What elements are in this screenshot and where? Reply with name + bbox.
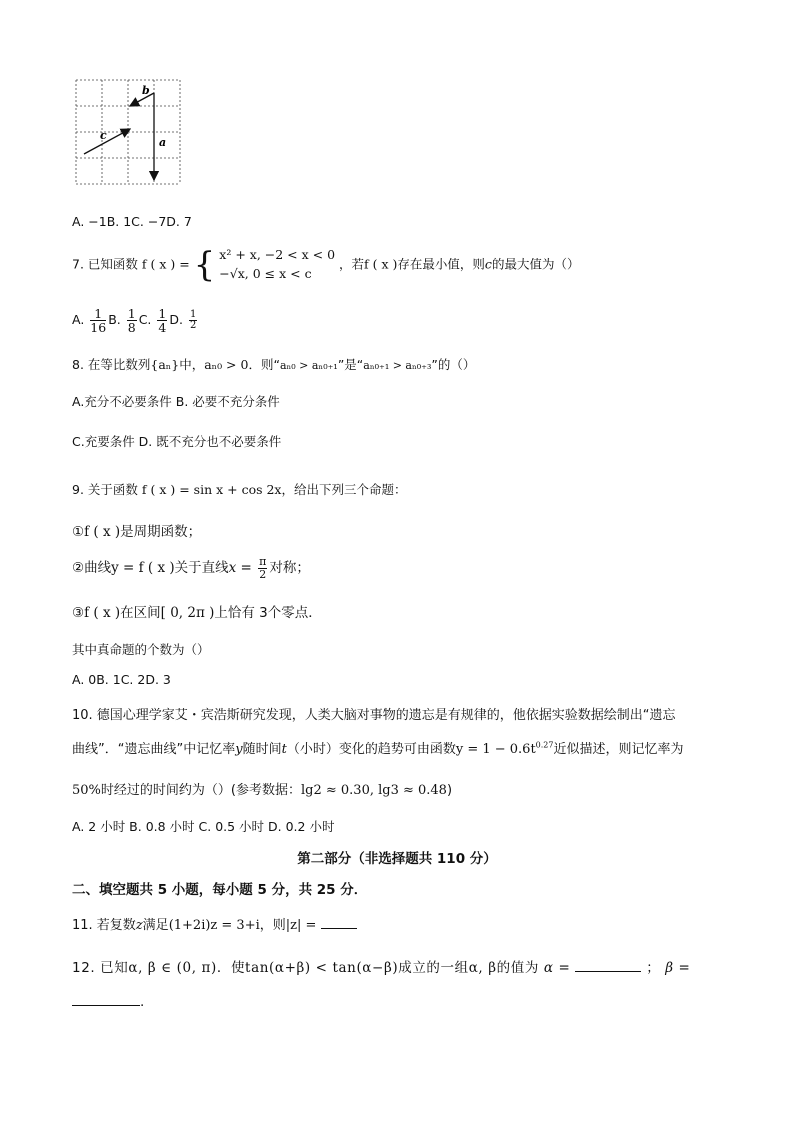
q9-p2-frac (258, 556, 267, 580)
q6-options: A. −1B. 1C. −7D. 7 (72, 214, 192, 229)
q8-cond1: aₙ₀ > aₙ₀₊₁ (279, 359, 338, 372)
q8-options-ab: A.充分不必要条件 B. 必要不充分条件 (72, 394, 280, 409)
q7-stem-pre: 7. 已知函数 (72, 256, 138, 272)
q9-p3-mid: 在区间 (120, 605, 161, 621)
q12 (72, 956, 690, 976)
q12-line2 (72, 994, 144, 1010)
q12-ab: α, β (468, 960, 497, 976)
q12-pre: 12. 已知 (72, 960, 129, 976)
q7-stem-post: 存在最小值，则 (397, 256, 485, 272)
vector-label-a: a (159, 136, 167, 149)
q9-prop-2 (72, 556, 310, 580)
vector-grid-svg (72, 76, 184, 188)
q8-stem-mid3: ”是“ (337, 357, 364, 372)
q11 (72, 914, 357, 933)
q10-line1: 10. 德国心理学家艾・宾浩斯研究发现，人类大脑对事物的遗忘是有规律的，他依据实验数据绘制出“遗忘 (72, 708, 676, 723)
q7-opt-d-frac (189, 310, 197, 332)
vector-label-c: c (100, 129, 107, 142)
q11-abs: |z| = (285, 918, 317, 933)
q12-beta: β = (665, 960, 691, 976)
q8-stem-pre: 8. 在等比数列 (72, 357, 151, 372)
q12-sep: ； (646, 960, 661, 976)
q9-stem-end: ，给出下列三个命题： (281, 482, 407, 497)
q10-ref: lg2 ≈ 0.30, lg3 ≈ 0.48 (300, 783, 447, 798)
q7-opt-a-num: 1 (90, 307, 106, 321)
q11-z: z (135, 918, 143, 933)
q8-cond: aₙ₀ > 0 (204, 357, 249, 372)
q7-opt-c-label: C. (138, 312, 152, 328)
part2-title: 第二部分（非选择题共 110 分） (297, 851, 497, 867)
vector-label-b: b (142, 84, 150, 97)
q9-p2-den: 2 (259, 567, 267, 581)
q11-pre: 11. 若复数 (72, 918, 136, 933)
q7-opt-d-label: D. (169, 312, 183, 328)
q7-fx2: f ( x ) (364, 256, 398, 272)
q11-mid2: ，则 (259, 918, 286, 933)
q9-p3-f: f ( x ) (84, 605, 121, 621)
q9-p3-end: 上恰有 3个零点． (214, 605, 322, 621)
q12-beta-blank[interactable] (72, 1005, 140, 1006)
q9-p2-num: π (259, 555, 267, 568)
q11-answer-blank[interactable] (321, 928, 357, 929)
q7-opt-c-frac (157, 307, 167, 334)
q12-mid: ．使 (216, 960, 246, 976)
q9-question: 其中真命题的个数为（） (72, 642, 210, 657)
q10-options: A. 2 小时 B. 0.8 小时 C. 0.5 小时 D. 0.2 小时 (72, 819, 335, 834)
q7-opt-a-label: A. (72, 312, 85, 328)
q12-mid2: 成立的一组 (398, 960, 469, 976)
q10-func: y = 1 − 0.6t (455, 742, 536, 757)
q11-eq: (1+2i)z = 3+i (168, 918, 260, 933)
section-heading: 二、填空题共 5 小题，每小题 5 分，共 25 分． (72, 882, 368, 898)
q10-line2-mid2: （小时）变化的趋势可由函数 (286, 742, 456, 757)
q8-stem-end: ”的（） (431, 357, 476, 372)
q8-stem-mid2: ．则“ (248, 357, 280, 372)
q9-p2-eq: y = f ( x ) (111, 560, 175, 577)
q9-p3-mark: ③ (72, 605, 85, 621)
q12-ineq: tan(α+β) < tan(α−β) (245, 960, 399, 976)
q8-options-cd: C.充要条件 D. 既不充分也不必要条件 (72, 434, 282, 449)
q7-stem (72, 246, 579, 284)
q7-opt-b-num: 1 (127, 306, 136, 321)
q7-opt-c-num: 1 (158, 306, 167, 321)
vector-c (84, 129, 130, 154)
q7-opt-b-den: 8 (127, 320, 136, 336)
q7-fx: f ( x ) = (141, 256, 190, 272)
q9-prop-1 (72, 520, 201, 540)
q7-opt-a-frac (90, 307, 106, 334)
q9-p2-mark: ② (72, 560, 85, 577)
q10-line2 (72, 738, 684, 757)
q12-alpha-blank[interactable] (575, 971, 641, 972)
q10-line3-mid: 时经过的时间约为（）(参考数据： (100, 783, 301, 798)
vector-figure (72, 76, 184, 188)
q9-func: f ( x ) = sin x + cos 2x (141, 482, 282, 497)
q9-prop-3 (72, 601, 322, 621)
q12-end: . (140, 994, 145, 1010)
q8-seq: {aₙ} (150, 357, 180, 372)
q12-cond: α, β ∈ (0, π) (128, 960, 217, 976)
q9-p2-end: 对称； (269, 560, 310, 577)
q7-options (72, 307, 199, 334)
q7-stem-end: 的最大值为（） (491, 256, 580, 272)
q7-c: c (484, 256, 492, 272)
q8-cond2: aₙ₀₊₁ > aₙ₀₊₃ (363, 359, 432, 372)
q12-mid3: 的值为 (496, 960, 539, 976)
q7-opt-a-den: 16 (90, 320, 107, 336)
q7-opt-d-den: 2 (189, 320, 197, 332)
q11-mid: 满足 (142, 918, 169, 933)
q8-stem (72, 355, 475, 373)
q10-line3 (72, 779, 452, 798)
q9-p1-text: 是周期函数； (120, 524, 202, 540)
q8-stem-mid: 中， (179, 357, 205, 372)
q9-p2-mid: 关于直线 (174, 560, 229, 577)
q10-pct: 50% (72, 783, 101, 798)
q7-case2: −√x, 0 ≤ x < c (219, 265, 312, 281)
q9-stem-pre: 9. 关于函数 (72, 482, 138, 497)
q9-p1-f: f ( x ) (84, 524, 121, 540)
q10-line2-end: 近似描述，则记忆率为 (553, 742, 684, 757)
q10-line2-pre: 曲线”．“遗忘曲线”中记忆率 (72, 742, 236, 757)
q7-brace: { (193, 244, 216, 285)
q7-stem-mid: ，若 (339, 256, 365, 272)
q7-opt-d-num: 1 (189, 308, 197, 320)
q7-opt-b-label: B. (108, 312, 121, 328)
q9-stem (72, 480, 407, 498)
q9-p2-x: x = (228, 560, 252, 577)
q10-line3-end: ) (446, 783, 453, 798)
q7-opt-b-frac (127, 307, 137, 334)
q10-y: y (235, 742, 243, 757)
q7-cases (219, 246, 335, 284)
q7-case1: x² + x, −2 < x < 0 (219, 247, 336, 262)
q10-exp: 0.27 (535, 740, 554, 750)
q9-options: A. 0B. 1C. 2D. 3 (72, 672, 171, 687)
q9-p1-mark: ① (72, 524, 85, 540)
q10-line2-mid: 随时间 (242, 742, 282, 757)
q10-t: t (281, 742, 287, 757)
q9-p2-pre: 曲线 (84, 560, 112, 577)
q9-p3-int: [ 0, 2π ) (160, 605, 215, 621)
q7-opt-c-den: 4 (158, 320, 167, 336)
q12-alpha: α = (543, 960, 571, 976)
